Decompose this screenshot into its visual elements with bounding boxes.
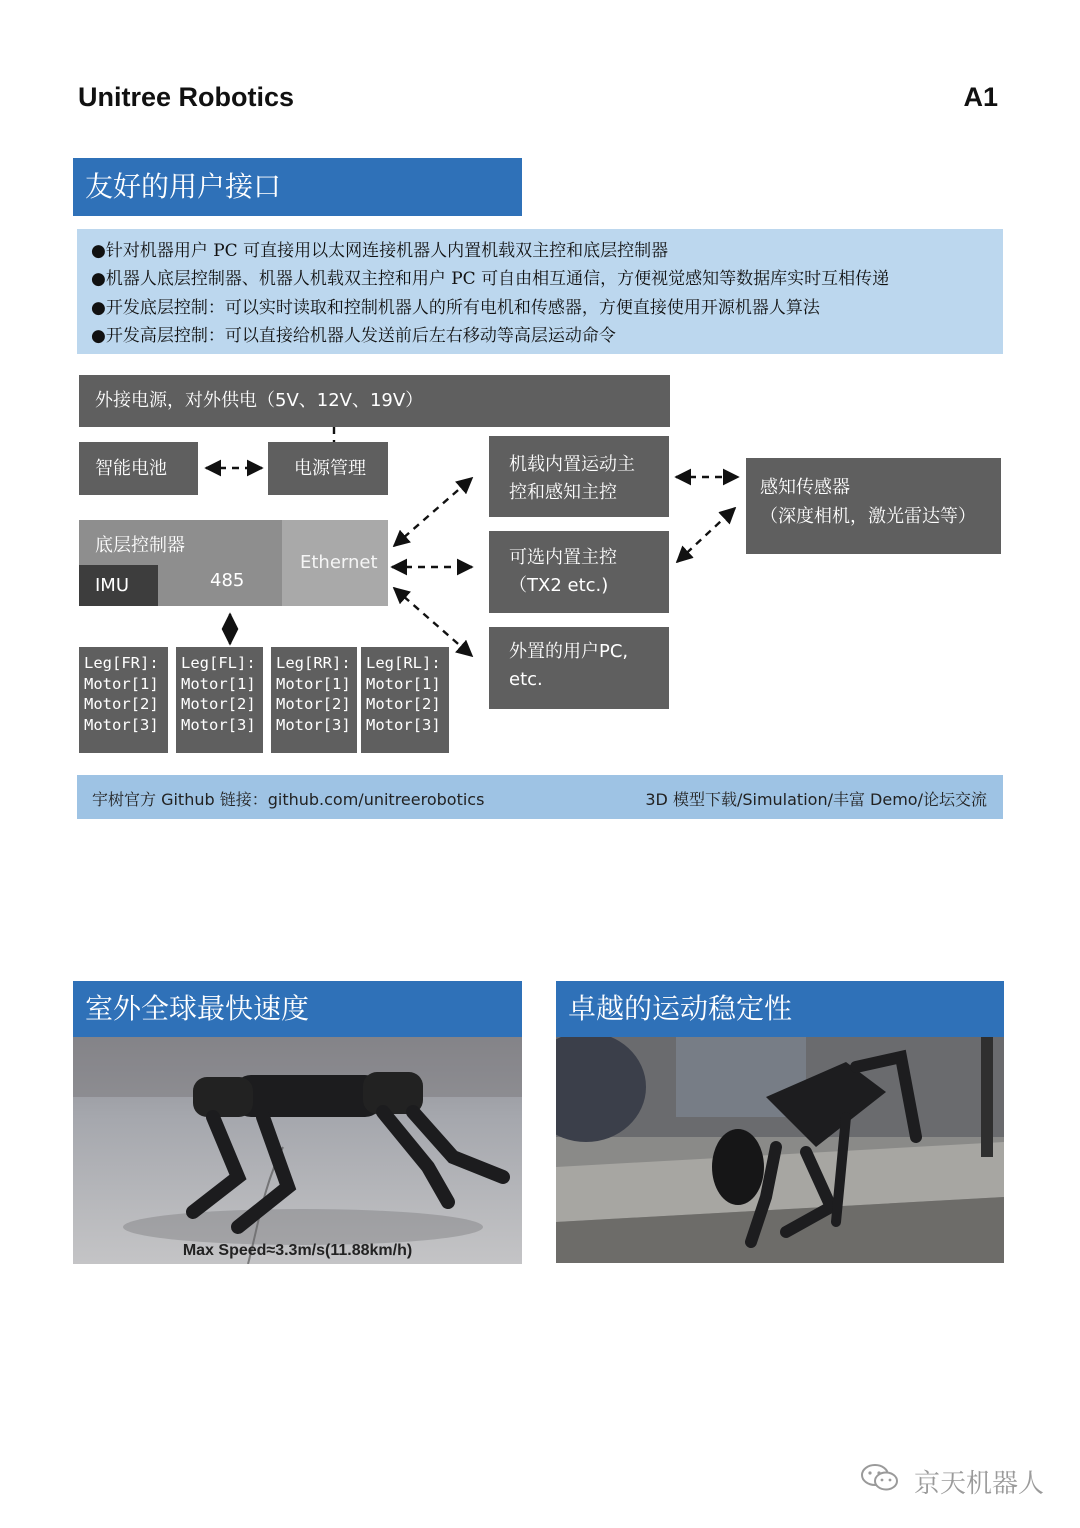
onboard-main-line: 机载内置运动主 bbox=[509, 454, 635, 475]
speed-section-title: 室外全球最快速度 bbox=[73, 981, 522, 1037]
leg-name: Leg[RR]: bbox=[276, 654, 351, 672]
architecture-diagram bbox=[0, 0, 1080, 760]
leg-name: Leg[FR]: bbox=[84, 654, 159, 672]
perception-sensors-box bbox=[746, 458, 1001, 554]
robot-balancing-image bbox=[556, 1037, 1004, 1263]
motor-label: Motor[2] bbox=[181, 695, 256, 713]
stability-section-title: 卓越的运动稳定性 bbox=[556, 981, 1004, 1037]
leg-fr-box bbox=[79, 647, 168, 753]
bullet-item: ●机器人底层控制器、机器人机载双主控和用户 PC 可自由相互通信，方便视觉感知等数据库实时互相传递 bbox=[91, 269, 890, 290]
robot-running-image bbox=[73, 1037, 522, 1264]
optional-main-controller-box bbox=[489, 531, 669, 613]
motor-label: Motor[1] bbox=[366, 674, 441, 693]
speed-robot-photo bbox=[73, 1037, 522, 1264]
external-pc-line: etc. bbox=[509, 669, 543, 690]
motor-label: Motor[2] bbox=[84, 695, 159, 713]
optional-main-line: 可选内置主控 bbox=[509, 547, 617, 568]
motor-label: Motor[1] bbox=[181, 674, 256, 693]
ethernet-onboard-arrow bbox=[394, 478, 472, 546]
bullet-item: ●针对机器用户 PC 可直接用以太网连接机器人内置机载双主控和底层控制器 bbox=[91, 241, 669, 261]
motor-label: Motor[3] bbox=[276, 715, 351, 734]
leg-fl-box bbox=[176, 647, 263, 753]
imu-box: IMU bbox=[79, 565, 158, 606]
optional-sensor-arrow bbox=[677, 508, 735, 562]
motor-label: Motor[1] bbox=[84, 674, 159, 693]
sensors-line: （深度相机，激光雷达等） bbox=[760, 506, 976, 527]
leg-name: Leg[FL]: bbox=[181, 654, 256, 672]
motor-label: Motor[2] bbox=[276, 695, 351, 713]
watermark bbox=[860, 1462, 1044, 1501]
ethernet-box: Ethernet bbox=[282, 520, 388, 606]
power-supply-box: 外接电源，对外供电（5V、12V、19V） bbox=[79, 375, 670, 427]
bullet-item: ●开发底层控制：可以实时读取和控制机器人的所有电机和传感器，方便直接使用开源机器人算法 bbox=[91, 297, 820, 318]
github-link[interactable]: 宇树官方 Github 链接：github.com/unitreerobotics bbox=[92, 790, 485, 809]
bullet-item: ●开发高层控制：可以直接给机器人发送前后左右移动等高层运动命令 bbox=[91, 325, 616, 346]
github-bar bbox=[77, 775, 1003, 819]
optional-main-line: （TX2 etc.) bbox=[509, 575, 609, 596]
power-management-box: 电源管理 bbox=[268, 442, 388, 495]
resources-text: 3D 模型下载/Simulation/丰富 Demo/论坛交流 bbox=[645, 790, 987, 809]
external-pc-line: 外置的用户PC, bbox=[509, 641, 629, 662]
external-user-pc-box bbox=[489, 627, 669, 709]
leg-name: Leg[RL]: bbox=[366, 654, 441, 672]
model-name: A1 bbox=[963, 82, 998, 112]
low-level-controller-label: 底层控制器 bbox=[95, 535, 185, 556]
motor-label: Motor[2] bbox=[366, 695, 441, 713]
watermark-text: 京天机器人 bbox=[913, 1469, 1044, 1499]
bus-485-label: 485 bbox=[210, 570, 245, 591]
onboard-main-controller-box bbox=[489, 436, 669, 517]
onboard-main-line: 控和感知主控 bbox=[509, 482, 617, 503]
max-speed-caption: Max Speed≈3.3m/s(11.88km/h) bbox=[182, 1242, 413, 1259]
motor-label: Motor[3] bbox=[181, 715, 256, 734]
brand-name: Unitree Robotics bbox=[78, 82, 295, 112]
smart-battery-box: 智能电池 bbox=[79, 442, 198, 495]
wechat-icon bbox=[860, 1462, 900, 1501]
ethernet-external-arrow bbox=[394, 588, 472, 656]
sensors-line: 感知传感器 bbox=[760, 477, 850, 498]
motor-label: Motor[3] bbox=[366, 715, 441, 734]
interface-section-title: 友好的用户接口 bbox=[73, 158, 522, 216]
leg-rl-box bbox=[361, 647, 449, 753]
leg-rr-box bbox=[271, 647, 357, 753]
motor-label: Motor[1] bbox=[276, 674, 351, 693]
motor-label: Motor[3] bbox=[84, 715, 159, 734]
stability-robot-photo bbox=[556, 1037, 1004, 1263]
